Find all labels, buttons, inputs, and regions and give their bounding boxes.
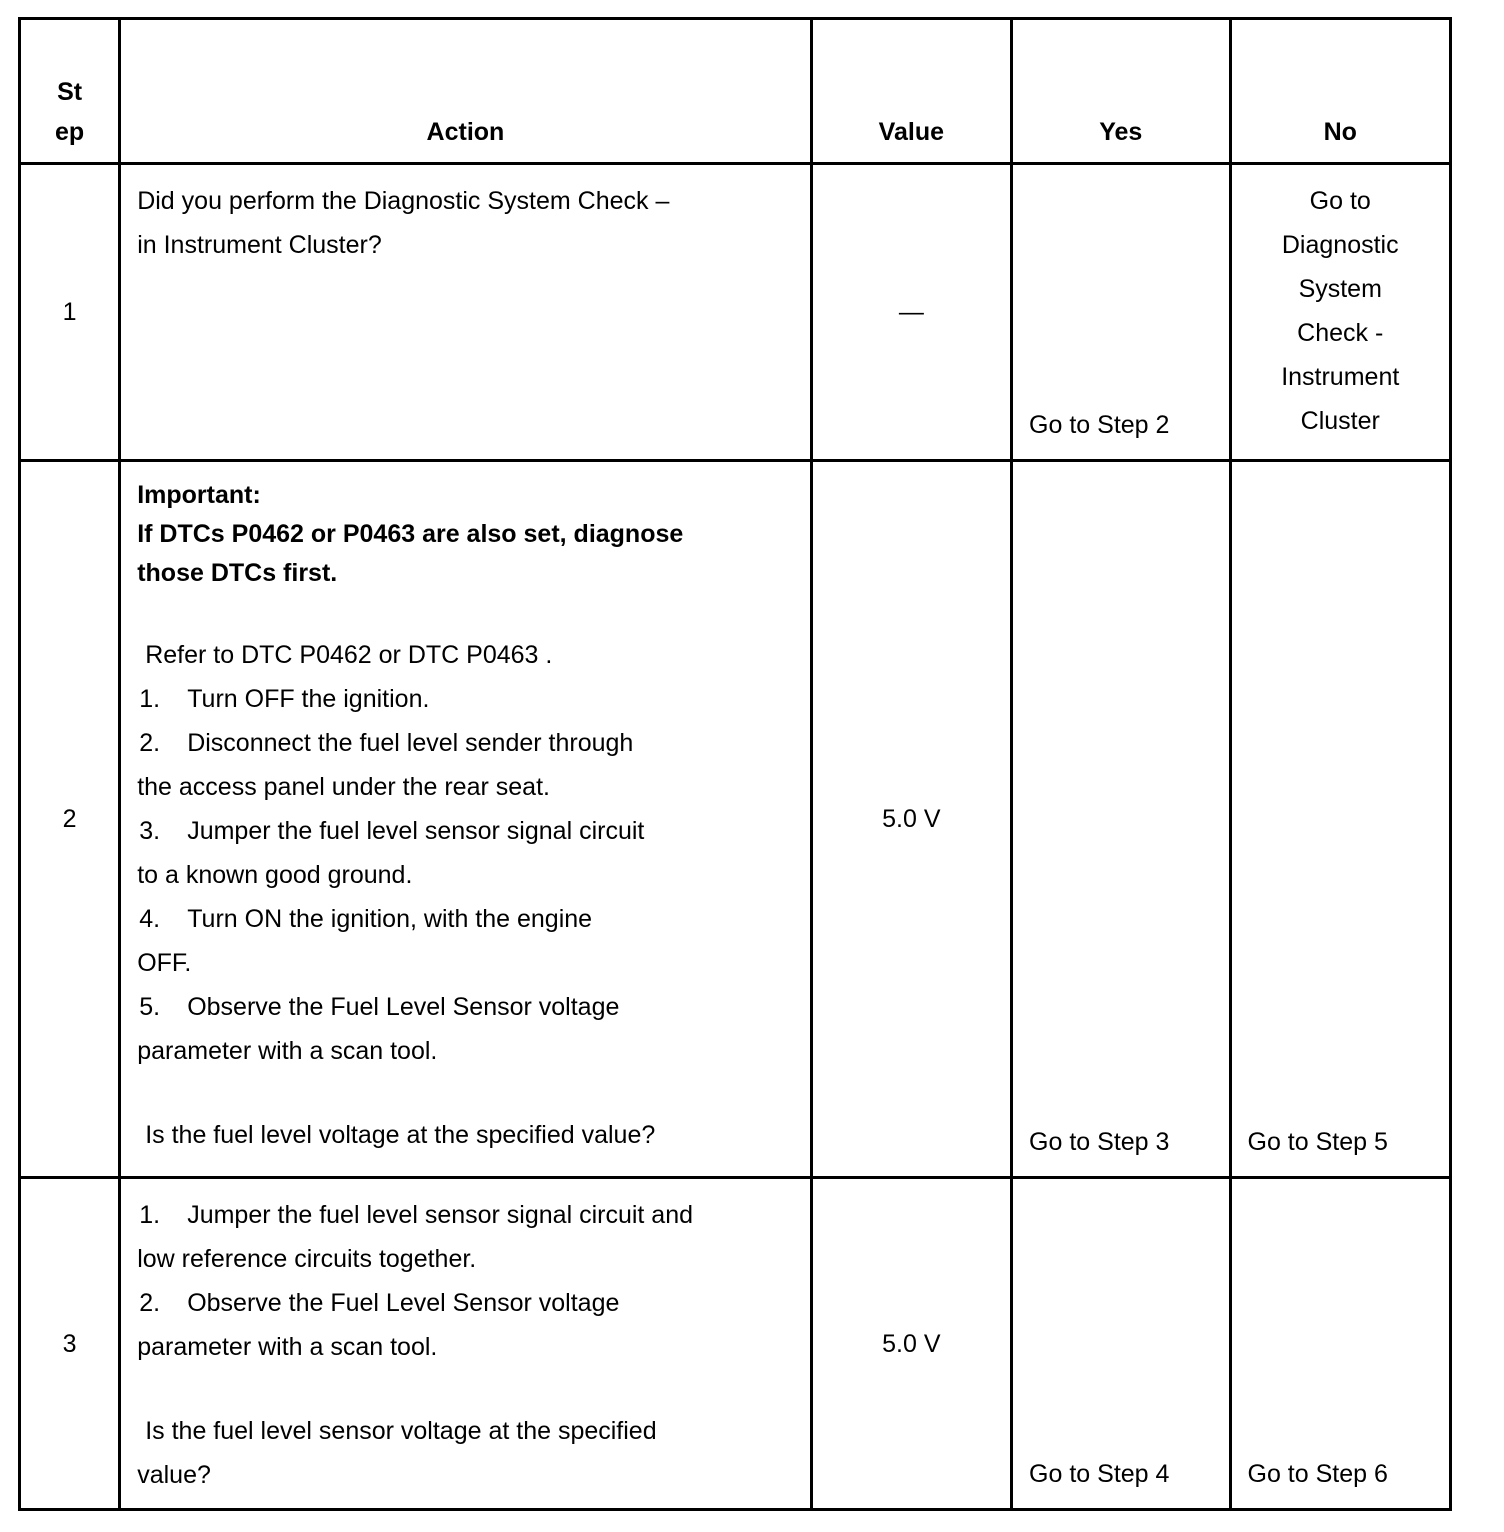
list-item: 4. Turn ON the ignition, with the engine	[139, 905, 593, 933]
table-row-step-2	[20, 461, 1451, 1178]
list-item-cont: parameter with a scan tool.	[137, 1333, 438, 1361]
question-text-cont: value?	[137, 1461, 211, 1489]
list-item-cont: parameter with a scan tool.	[137, 1037, 438, 1065]
action-cell	[120, 164, 811, 461]
no-line: Instrument	[1281, 363, 1400, 391]
important-text: If DTCs P0462 or P0463 are also set, diagnose	[137, 520, 684, 548]
no-line: Cluster	[1300, 407, 1380, 435]
header-value: Value	[811, 19, 1011, 164]
no-cell: Go to Step 6	[1230, 1178, 1451, 1510]
diagnostic-table	[18, 17, 1452, 1511]
header-yes: Yes	[1012, 19, 1230, 164]
header-step-line2: ep	[55, 118, 85, 146]
value-cell: —	[811, 164, 1011, 461]
list-item: 2. Observe the Fuel Level Sensor voltage	[139, 1289, 620, 1317]
list-item-cont: OFF.	[137, 949, 192, 977]
header-row	[20, 19, 1451, 164]
list-item: 5. Observe the Fuel Level Sensor voltage	[139, 993, 620, 1021]
no-line: Go to	[1309, 187, 1371, 215]
header-step-line1: St	[57, 78, 83, 106]
refer-text: Refer to DTC P0462 or DTC P0463 .	[145, 641, 553, 669]
step-number: 2	[20, 461, 120, 1178]
question-text: Is the fuel level voltage at the specified value?	[145, 1121, 656, 1149]
question-text: Is the fuel level sensor voltage at the specified	[145, 1417, 657, 1445]
action-line: in Instrument Cluster?	[137, 231, 382, 259]
no-line: Check -	[1297, 319, 1384, 347]
list-item-cont: to a known good ground.	[137, 861, 413, 889]
list-item-cont: the access panel under the rear seat.	[137, 773, 550, 801]
header-action: Action	[120, 19, 811, 164]
no-line: Diagnostic	[1281, 231, 1399, 259]
important-text: those DTCs first.	[137, 559, 338, 587]
step-number: 1	[20, 164, 120, 461]
no-line: System	[1298, 275, 1382, 303]
yes-cell: Go to Step 2	[1012, 164, 1230, 461]
action-cell	[120, 461, 811, 1178]
header-no: No	[1230, 19, 1451, 164]
step-number: 3	[20, 1178, 120, 1510]
important-label: Important:	[137, 481, 261, 509]
list-item: 1. Jumper the fuel level sensor signal circuit and	[139, 1201, 694, 1229]
table-row-step-3	[20, 1178, 1451, 1510]
important-note	[137, 476, 793, 593]
header-step	[20, 19, 120, 164]
list-item: 1. Turn OFF the ignition.	[139, 685, 430, 713]
list-item: 2. Disconnect the fuel level sender through	[139, 729, 634, 757]
yes-cell: Go to Step 4	[1012, 1178, 1230, 1510]
yes-cell: Go to Step 3	[1012, 461, 1230, 1178]
table-row-step-1	[20, 164, 1451, 461]
value-cell: 5.0 V	[811, 461, 1011, 1178]
action-cell	[120, 1178, 811, 1510]
list-item: 3. Jumper the fuel level sensor signal circuit	[139, 817, 645, 845]
no-cell: Go to Step 5	[1230, 461, 1451, 1178]
action-line: Did you perform the Diagnostic System Check –	[137, 187, 670, 215]
value-cell: 5.0 V	[811, 1178, 1011, 1510]
no-cell	[1230, 164, 1451, 461]
list-item-cont: low reference circuits together.	[137, 1245, 477, 1273]
